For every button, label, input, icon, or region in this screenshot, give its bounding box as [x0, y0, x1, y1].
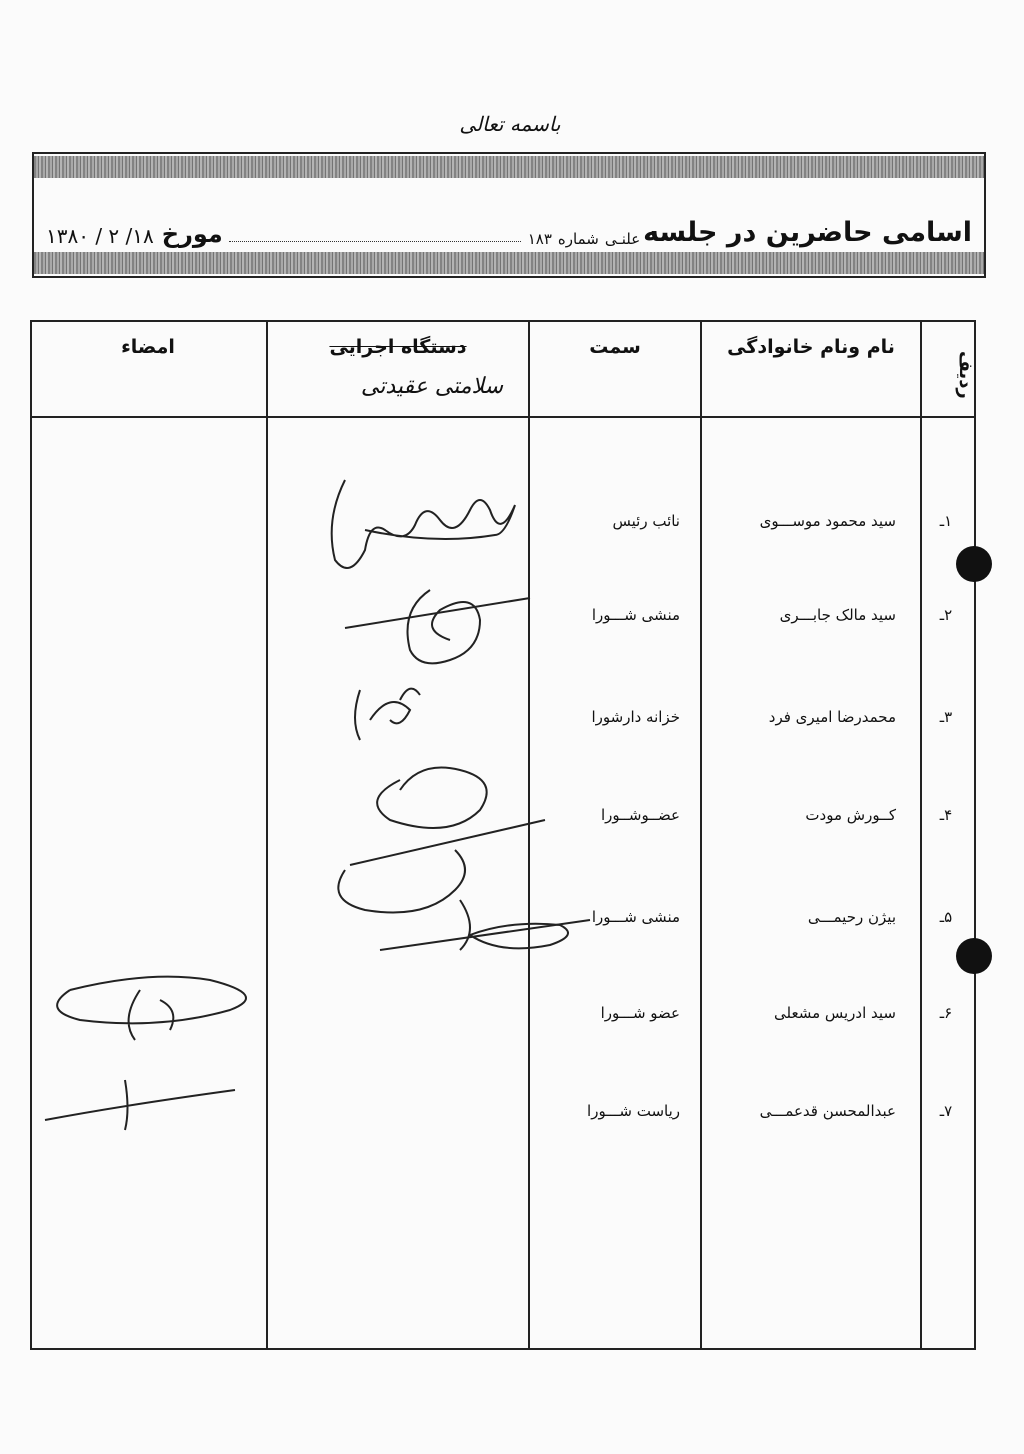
row-role: عضو شـــورا — [600, 1004, 680, 1022]
signature-1 — [332, 480, 515, 568]
row-name: بیژن رحیمـــی — [807, 908, 896, 926]
header-org: دستگاه اجرایی — [329, 336, 467, 358]
row-name: سید محمود موســـوی — [759, 512, 896, 530]
row-index: ۷ـ — [939, 1102, 953, 1120]
row-name: عبدالمحسن قدعمـــی — [759, 1102, 896, 1120]
row-name: سید ادریس مشعلی — [773, 1004, 896, 1022]
row-index: ۵ـ — [939, 908, 953, 926]
row-role: منشی شـــورا — [591, 606, 680, 624]
signature-4 — [338, 768, 545, 951]
row-index: ۳ـ — [939, 708, 953, 726]
row-index: ۴ـ — [939, 806, 953, 824]
signature-2 — [345, 590, 530, 663]
date-value: ۱۸/ ۲ / ۱۳۸۰ — [46, 224, 154, 248]
row-name: سید مالک جابـــری — [779, 606, 896, 624]
meeting-number: ۱۸۳ — [527, 230, 552, 248]
punch-hole — [956, 546, 992, 582]
row-index: ۲ـ — [939, 606, 953, 624]
row-role: ریاست شـــورا — [587, 1102, 680, 1120]
signature-6 — [45, 977, 246, 1130]
signature-3 — [355, 689, 420, 740]
invocation-text: باسمه تعالی — [459, 112, 561, 136]
header-role: سمت — [589, 336, 641, 358]
signature-5 — [380, 920, 590, 950]
row-index: ۶ـ — [939, 1004, 953, 1022]
row-name: محمدرضا امیری فرد — [768, 708, 896, 726]
row-role: منشی شـــورا — [591, 908, 680, 926]
row-role: خزانه دارشورا — [591, 708, 680, 726]
date-label: مورخ — [161, 220, 223, 248]
header-org-amended: سلامتی عقیدتی — [360, 374, 504, 399]
header-name: نام ونام خانوادگی — [727, 336, 895, 358]
row-name: کــورش مودت — [805, 806, 896, 824]
row-role: عضــوشــورا — [600, 806, 680, 824]
page-title: اسامی حاضرین در جلسه — [643, 217, 972, 248]
row-role: نائب رئیس — [612, 512, 680, 530]
meeting-type: علنـی — [604, 230, 641, 248]
header-signature: امضاء — [121, 336, 175, 358]
row-index: ۱ـ — [939, 512, 953, 530]
punch-hole — [956, 938, 992, 974]
header-radif: ردیف — [955, 351, 976, 399]
meeting-number-label: شماره — [557, 230, 599, 248]
